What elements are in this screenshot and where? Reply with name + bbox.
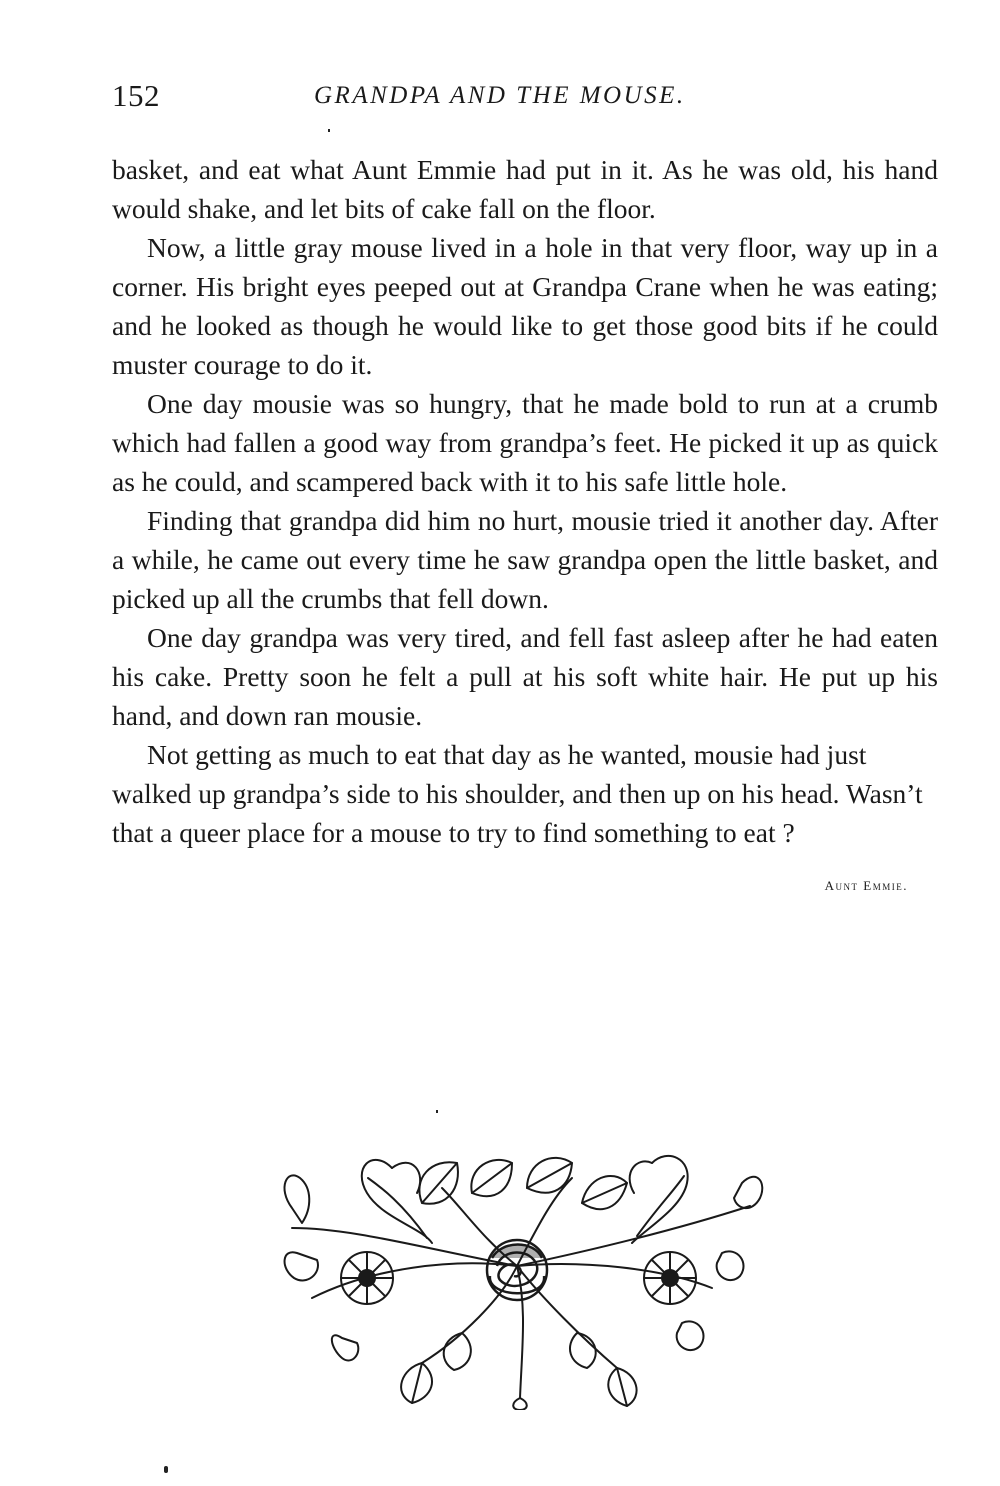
paragraph: basket, and eat what Aunt Emmie had put in it. As he was old, his hand would shake, and let bits of cake fall on the floor. — [112, 154, 938, 224]
running-head — [112, 78, 938, 118]
paragraph: Now, a little gray mouse lived in a hole in that very floor, way up in a corner. His bright eyes peeped out at Grandpa Crane when he was eating; and he looked as though he would like to get those good bits if he could muster courage to do it. — [112, 232, 938, 380]
stray-ink-mark — [164, 1466, 168, 1473]
paragraph-last-text: Not getting as much to eat that day as he wanted, mousie had just walked up grandpa’s side to his shoulder, and then up on his head. Wasn’t that a queer place for a mouse to try to find something to eat ? — [112, 739, 923, 848]
body-text — [112, 150, 938, 905]
floral-vignette-icon — [272, 1148, 772, 1410]
paragraph: Finding that grandpa did him no hurt, mousie tried it another day. After a while, he came out every time he saw grandpa open the little basket, and picked up all the crumbs that fell down. — [112, 505, 938, 614]
running-title: GRANDPA AND THE MOUSE. — [314, 82, 686, 109]
paragraph-last — [112, 735, 938, 893]
paragraph: One day mousie was so hungry, that he made bold to run at a crumb which had fallen a good way from grandpa’s feet. He picked it up as quick as he could, and scampered back with it to his safe little hole. — [112, 388, 938, 497]
stray-ink-mark — [328, 129, 330, 132]
page-number: 152 — [112, 78, 160, 113]
signature: Aunt Emmie. — [824, 878, 908, 893]
paragraph: One day grandpa was very tired, and fell fast asleep after he had eaten his cake. Pretty soon he felt a pull at his soft white hair. He put up his hand, and down ran mousie. — [112, 622, 938, 731]
stray-ink-mark — [436, 1110, 438, 1113]
